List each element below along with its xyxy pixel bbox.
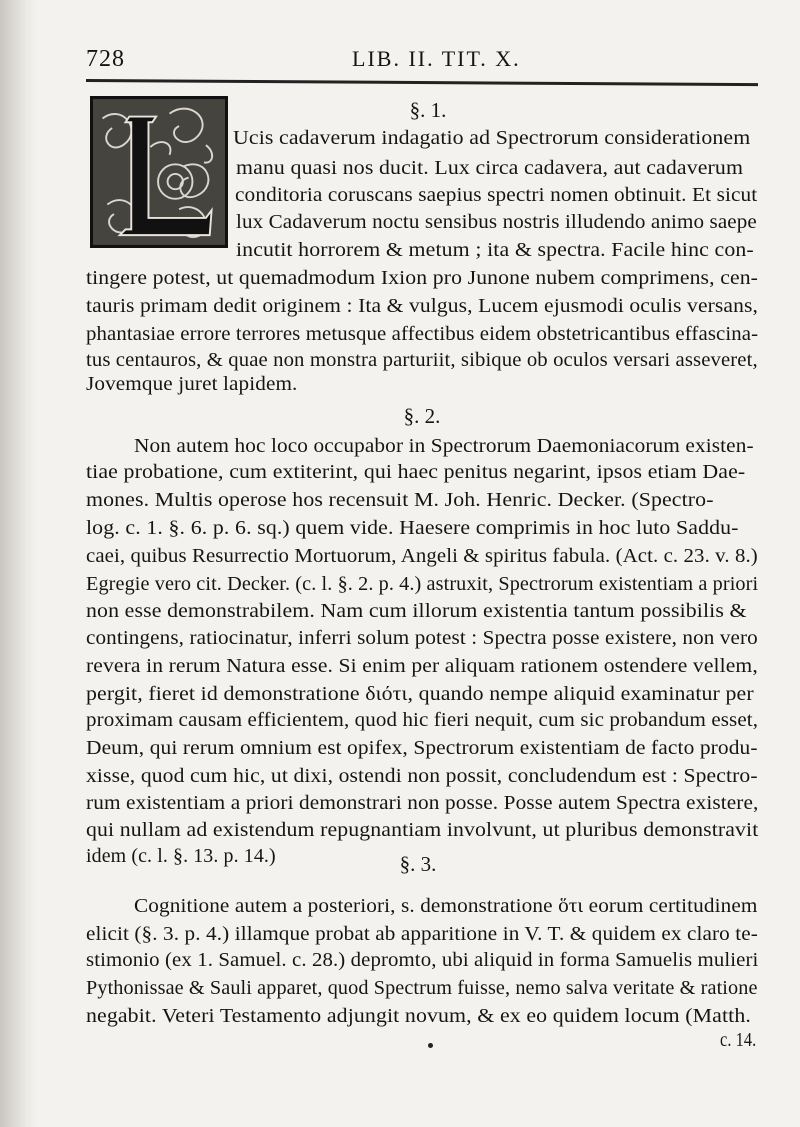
text-line: log. c. 1. §. 6. p. 6. sq.) quem vide. Haesere comprimis in hoc luto Saddu- xyxy=(86,518,739,539)
text-line: negabit. Veteri Testamento adjungit novum, & ex eo quidem locum (Matth. xyxy=(86,1006,751,1027)
text-line: contingens, ratiocinatur, inferri solum potest : Spectra posse existere, non vero xyxy=(86,628,758,649)
ink-speck xyxy=(428,1043,433,1048)
page-number: 728 xyxy=(86,46,125,72)
text-line: tiae probatione, cum extiterint, qui haec penitus negarint, ipsos etiam Dae- xyxy=(86,462,746,483)
text-line: xisse, quod cum hic, ut dixi, ostendi non possit, concludendum est : Spectro- xyxy=(86,766,758,787)
text-line: Deum, qui rerum omnium est opifex, Spectrorum existentiam de facto produ- xyxy=(86,738,758,759)
text-line: Egregie vero cit. Decker. (c. l. §. 2. p. 4.) astruxit, Spectrorum existentiam a priori xyxy=(86,574,759,595)
text-line: proximam causam efficientem, quod hic fieri nequit, cum sic probandum esset, xyxy=(86,710,759,731)
text-line: idem (c. l. §. 13. p. 14.) xyxy=(86,846,276,867)
text-line: conditoria coruscans saepius spectri nomen obtinuit. Et sicut xyxy=(235,185,758,206)
text-line: pergit, fieret id demonstratione διότι, quando nempe aliquid examinatur per xyxy=(86,684,754,705)
text-line: stimonio (ex 1. Samuel. c. 28.) depromto, ubi aliquid in forma Samuelis mulieri xyxy=(86,950,759,971)
page-header xyxy=(86,46,756,72)
text-line: tingere potest, ut quemadmodum Ixion pro Junone nubem comprimens, cen- xyxy=(86,268,759,289)
text-line: incutit horrorem & metum ; ita & spectra. Facile hinc con- xyxy=(236,240,754,261)
section-heading-1: §. 1. xyxy=(409,98,447,122)
text-line: caei, quibus Resurrectio Mortuorum, Angeli & spiritus fabula. (Act. c. 23. v. 8.) xyxy=(86,546,758,567)
text-line: phantasiae errore terrores metusque affectibus eidem obstetricantibus effascina- xyxy=(86,324,759,345)
text-line: Jovemque juret lapidem. xyxy=(86,374,298,395)
running-head: LIB. II. TIT. X. xyxy=(352,46,521,71)
text-line: Cognitione autem a posteriori, s. demonstratione ὅτι eorum certitudinem xyxy=(134,896,758,917)
text-line: rum existentiam a priori demonstrari non posse. Posse autem Spectra existere, xyxy=(86,793,759,814)
text-line: c. 14. xyxy=(720,1030,757,1051)
text-line: manu quasi nos ducit. Lux circa cadavera, aut cadaverum xyxy=(236,158,744,179)
section-heading-3: §. 3. xyxy=(399,852,437,876)
text-line: Ucis cadaverum indagatio ad Spectrorum considerationem xyxy=(233,128,751,149)
text-line: Pythonissae & Sauli apparet, quod Spectrum fuisse, nemo salva veritate & ratione xyxy=(86,978,758,999)
text-line: non esse demonstrabilem. Nam cum illorum existentia tantum possibilis & xyxy=(86,601,747,622)
text-line: tus centauros, & quae non monstra parturiit, sibique ob oculos versari asseveret, xyxy=(86,350,758,371)
text-line: mones. Multis operose hos recensuit M. Joh. Henric. Decker. (Spectro- xyxy=(86,490,714,511)
section-heading-2: §. 2. xyxy=(403,404,441,428)
text-line: qui nullam ad existendum repugnantiam involvunt, ut pluribus demonstravit xyxy=(86,820,759,841)
floral-initial-icon xyxy=(93,99,225,245)
header-rule xyxy=(86,79,758,86)
page-gutter-shadow xyxy=(0,0,38,1127)
text-line: Non autem hoc loco occupabor in Spectrorum Daemoniacorum existen- xyxy=(134,436,754,457)
text-line: elicit (§. 3. p. 4.) illamque probat ab apparitione in V. T. & quidem ex claro te- xyxy=(86,924,758,945)
ornamental-drop-cap xyxy=(90,96,228,248)
text-line: tauris primam dedit originem : Ita & vulgus, Lucem ejusmodi oculis versans, xyxy=(86,296,758,317)
text-line: revera in rerum Natura esse. Si enim per aliquam rationem ostendere vellem, xyxy=(86,656,758,677)
text-line: lux Cadaverum noctu sensibus nostris illudendo animo saepe xyxy=(236,212,757,233)
